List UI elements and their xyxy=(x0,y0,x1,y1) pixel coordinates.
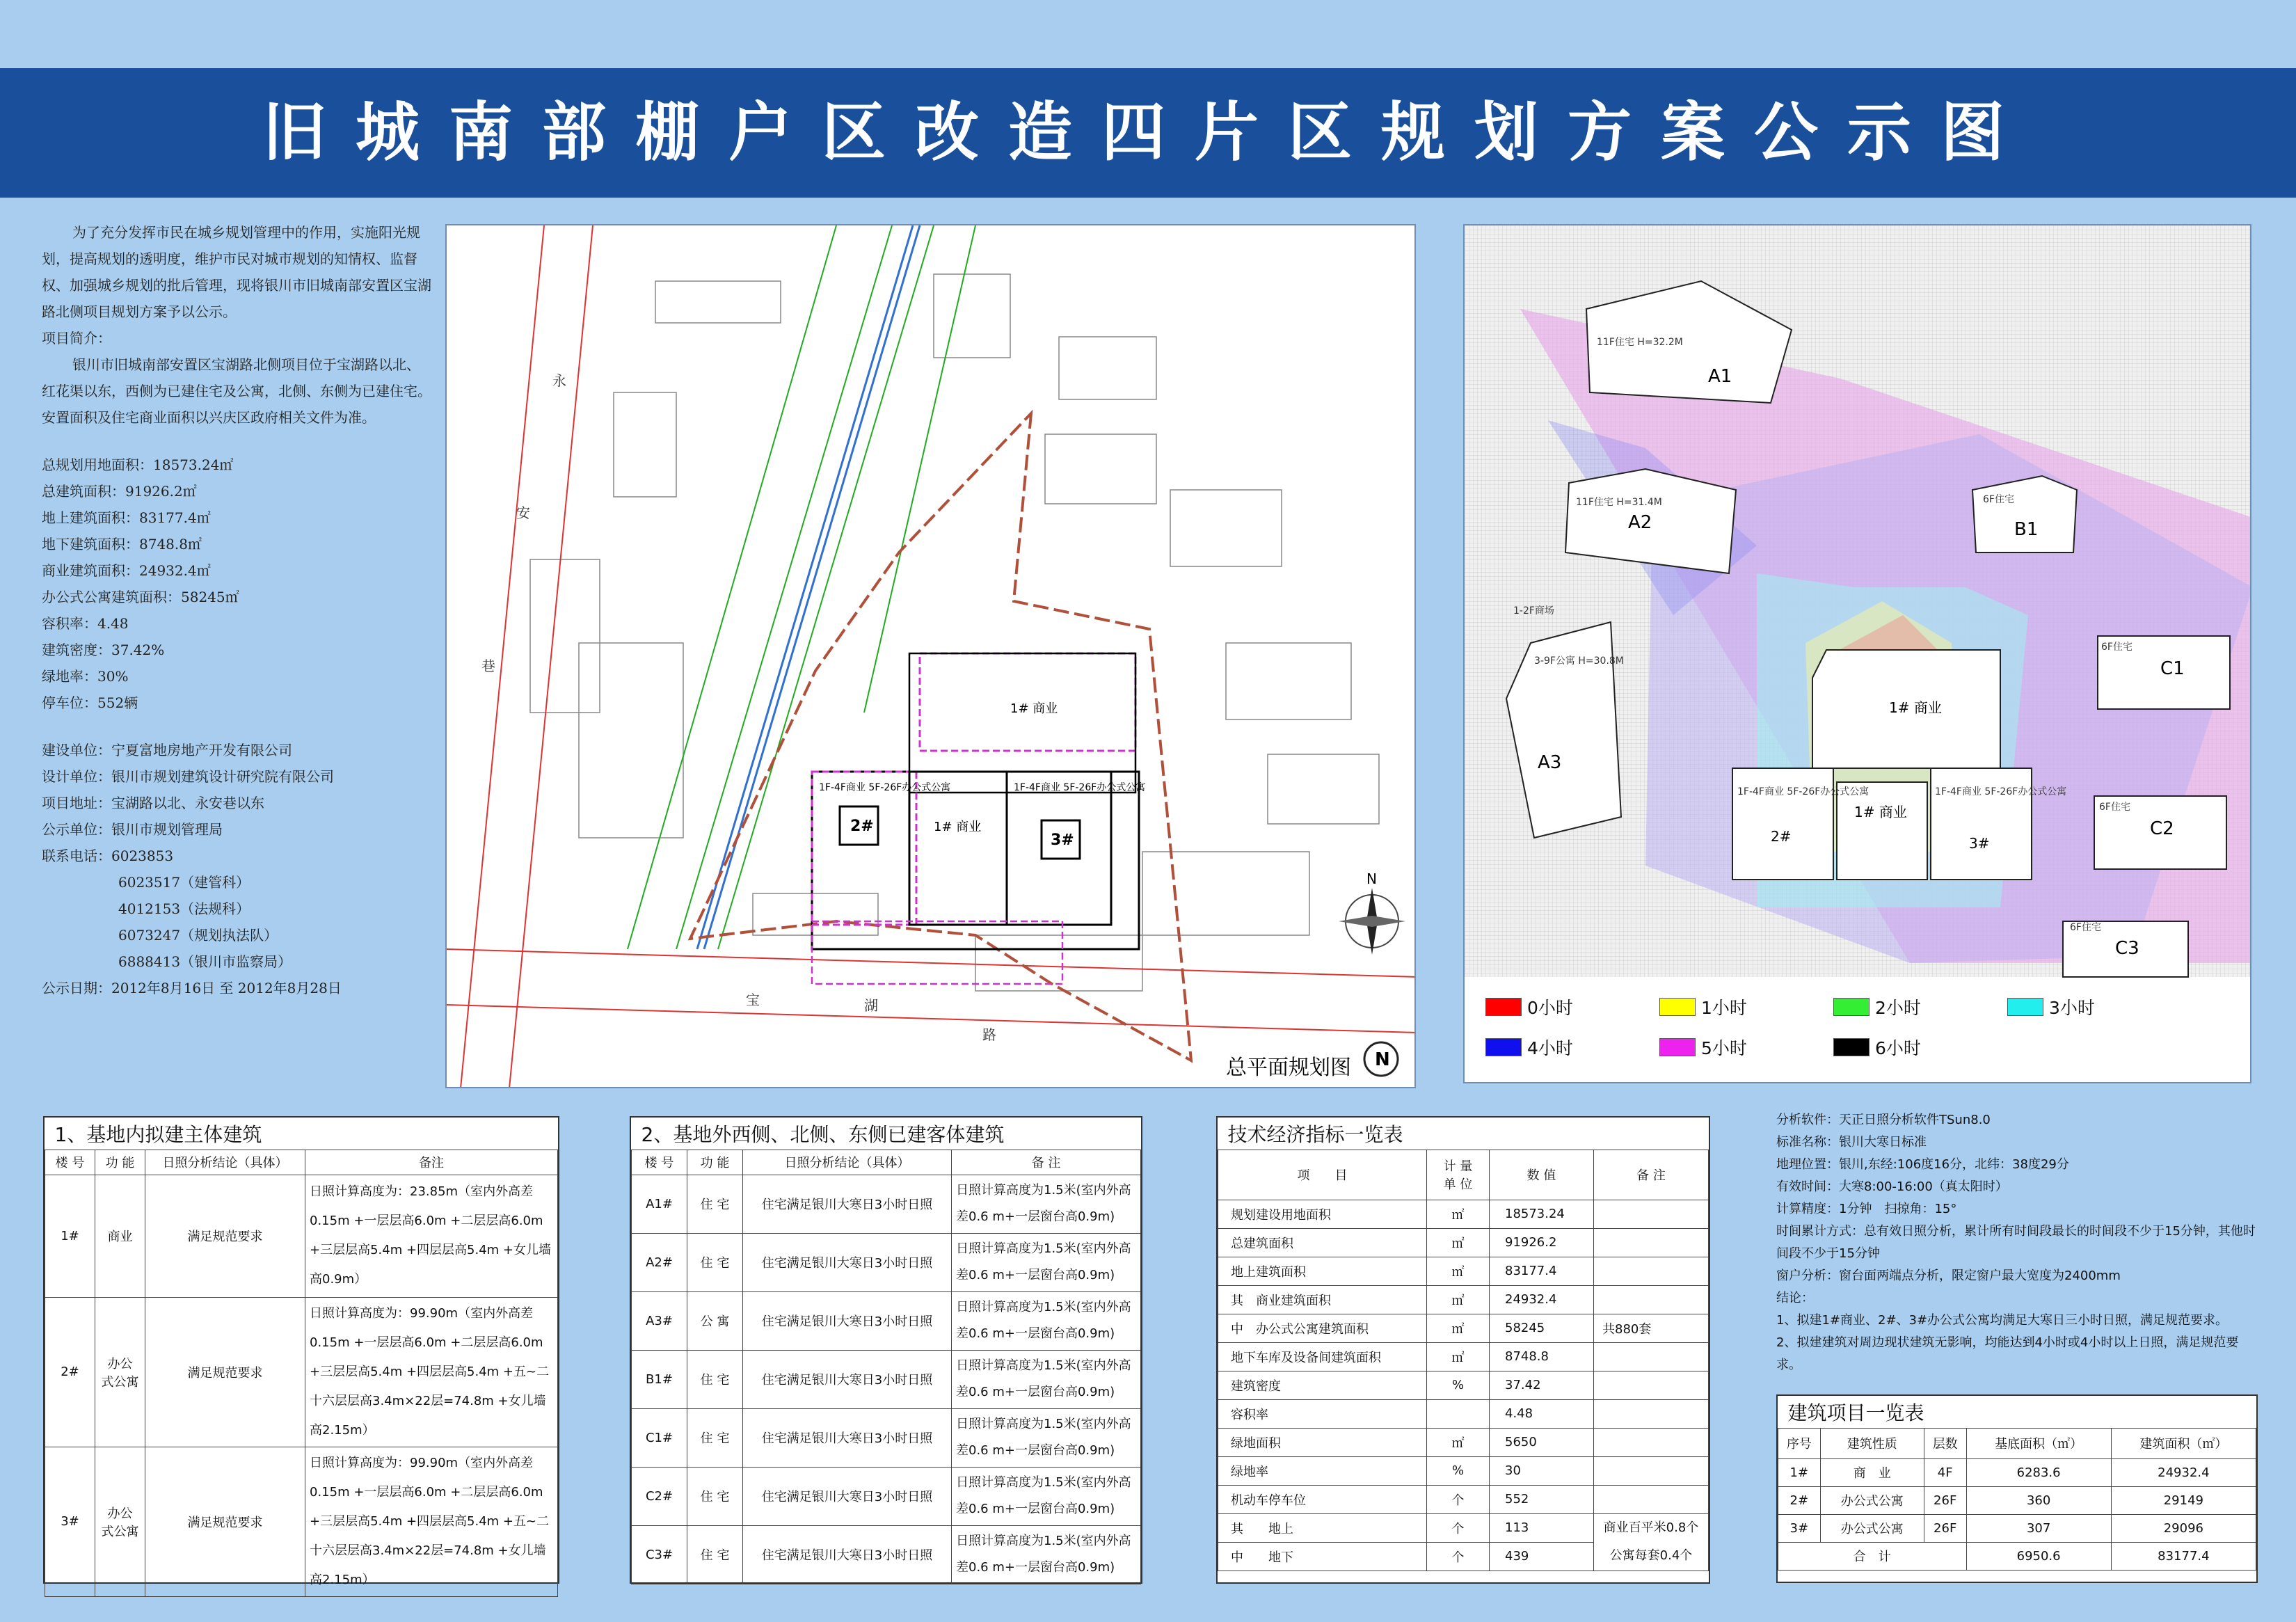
analysis-line: 地理位置：银川,东经:106度16分，北纬：38度29分 xyxy=(1776,1157,2069,1172)
table-row: A2# 住 宅 住宅满足银川大寒日3小时日照 日照计算高度为1.5米(室内外高差0.6 m+一层窗台高0.9m) xyxy=(632,1233,1141,1291)
unit-line: 公示单位：银川市规划管理局 xyxy=(42,821,223,838)
legend-swatch xyxy=(1833,998,1870,1016)
page-title: 旧城南部棚户区改造四片区规划方案公示图 xyxy=(262,95,2034,170)
unit-line: 建设单位：宁夏富地房地产开发有限公司 xyxy=(42,742,292,758)
legend-label: 1小时 xyxy=(1701,998,1747,1018)
intro-paragraph-2: 银川市旧城南部安置区宝湖路北侧项目位于宝湖路以北、红花渠以东，西侧为已建住宅及公寓，北侧、东侧为已建住宅。安置面积及住宅商业面积以兴庆区政府相关文件为准。 xyxy=(42,356,431,426)
legend-item xyxy=(1485,1035,1659,1060)
phone-line: 6023517（建管科） xyxy=(118,874,250,891)
label-bld2: 2# xyxy=(850,818,874,835)
table-row: 中 地下 个 439 xyxy=(1218,1542,1709,1571)
sun-label-c1: C1 xyxy=(2160,658,2185,679)
table-row: 规划建设用地面积 ㎡ 18573.24 xyxy=(1218,1200,1709,1228)
stat-line: 绿地率：30% xyxy=(42,668,129,685)
table-row: 2# 办公 式公寓 满足规范要求 日照计算高度为：99.90m（室内外高差0.15m +一层层高6.0m +二层层高6.0m +三层层高5.4m +四层层高5.4m +五~二十六层层高3.4m×22层=74.8m +女儿墙高2.15m） xyxy=(45,1297,558,1447)
svg-text:6F住宅: 6F住宅 xyxy=(2101,642,2132,653)
parking-note: 商业百平米0.8个 公寓每套0.4个 xyxy=(1594,1513,1709,1571)
table2-title: 2、基地外西侧、北侧、东侧已建客体建筑 xyxy=(641,1122,1005,1146)
table-row: 2# 办公式公寓 26F 360 29149 xyxy=(1778,1486,2256,1514)
svg-text:2#: 2# xyxy=(1771,828,1792,845)
table-row: A1# 住 宅 住宅满足银川大寒日3小时日照 日照计算高度为1.5米(室内外高差0.6 m+一层窗台高0.9m) xyxy=(632,1175,1141,1233)
svg-text:1# 商业: 1# 商业 xyxy=(1854,804,1907,820)
phone-line: 6888413（银川市监察局） xyxy=(118,953,292,970)
table-row: 地上建筑面积 ㎡ 83177.4 xyxy=(1218,1257,1709,1285)
table-row: C1# 住 宅 住宅满足银川大寒日3小时日照 日照计算高度为1.5米(室内外高差0.6 m+一层窗台高0.9m) xyxy=(632,1408,1141,1467)
intro-paragraph-1: 为了充分发挥市民在城乡规划管理中的作用，实施阳光规划，提高规划的透明度，维护市民对城市规划的知情权、监督权、加强城乡规划的批后管理，现将银川市旧城南部安置区宝湖路北侧项目规划方案予以公示。 xyxy=(42,224,431,320)
sun-label-b1: B1 xyxy=(2014,519,2039,540)
phone-main: 联系电话：6023853 xyxy=(42,848,174,864)
legend-label: 3小时 xyxy=(2049,998,2095,1018)
sun-label-a2: A2 xyxy=(1628,512,1652,533)
legend-item xyxy=(1659,994,1833,1019)
table-row: B1# 住 宅 住宅满足银川大寒日3小时日照 日照计算高度为1.5米(室内外高差0.6 m+一层窗台高0.9m) xyxy=(632,1350,1141,1408)
intro-text xyxy=(42,219,431,1001)
analysis-line: 2、拟建建筑对周边现状建筑无影响，均能达到4小时或4小时以上日照，满足规范要求。 xyxy=(1776,1335,2239,1372)
analysis-line: 有效时间：大寒8:00-16:00（真太阳时） xyxy=(1776,1179,2008,1194)
analysis-line: 分析软件：天正日照分析软件TSun8.0 xyxy=(1776,1113,1991,1127)
table-total-row: 合 计 6950.6 83177.4 xyxy=(1778,1542,2256,1570)
table-row: 绿地面积 ㎡ 5650 xyxy=(1218,1428,1709,1456)
site-plan-drawing xyxy=(447,225,1416,1088)
table-onsite-buildings: 1、基地内拟建主体建筑 楼 号 功 能 日照分析结论（具体） 备注 1# 商业 满足规范要求 日照计算高度为：23.85m（室内外高差0.15m +一层层高6.0m +二层层高6.0m +三层层高5.4m +四层层高5.4m +女儿墙高0.9m） 2# 办公 式公寓 满足规范要求 日照计算高度为：99.90m（室内外高差0.15m +一层层高6.0m +二层层高6.0m +三层层高5.4m +四层层高5.4m +五~二十六层层高3.4m×22层=74.8m +女儿墙高2.15m） 3# 办公 式公寓 满足规范要求 日照计算高度为：99.90m（室内外高差0.15m +一层层高6.0m +二层层高6.0m +三层层高5.4m +四层层高5.4m +五~二十六层层高3.4m×22层=74.8m +女儿墙高2.15m） xyxy=(43,1116,559,1584)
site-plan-caption: 总平面规划图 xyxy=(1226,1056,1351,1080)
legend-item xyxy=(1485,994,1659,1019)
svg-text:N: N xyxy=(1366,870,1377,887)
table-row: 机动车停车位 个 552 xyxy=(1218,1485,1709,1513)
label-bld3-func: 1F-4F商业 5F-26F办公式公寓 xyxy=(1014,782,1146,793)
svg-text:6F住宅: 6F住宅 xyxy=(1983,494,2014,505)
north-badge-icon xyxy=(1364,1042,1398,1076)
road-label-3: 宝 xyxy=(746,992,760,1008)
legend-item xyxy=(2007,994,2181,1019)
analysis-line: 时间累计方式：总有效日照分析，累计所有时间段最长的时间段不少于15分钟，其他时间段不少于15分钟 xyxy=(1776,1224,2256,1261)
site-plan-panel xyxy=(445,224,1416,1088)
stat-line: 总建筑面积：91926.2㎡ xyxy=(42,483,197,500)
stat-line: 地上建筑面积：83177.4㎡ xyxy=(42,509,211,526)
legend-label: 0小时 xyxy=(1527,998,1573,1018)
sun-label-a1: A1 xyxy=(1708,366,1732,387)
legend-swatch xyxy=(1659,1038,1696,1056)
phones-list xyxy=(42,869,431,975)
sun-label-c3: C3 xyxy=(2115,938,2139,959)
stats-list xyxy=(42,452,431,716)
road-label-0: 永 xyxy=(552,372,566,389)
svg-text:1F-4F商业 5F-26F办公式公寓: 1F-4F商业 5F-26F办公式公寓 xyxy=(1935,786,2067,797)
analysis-line: 1、拟建1#商业、2#、3#办公式公寓均满足大寒日三小时日照，满足规范要求。 xyxy=(1776,1313,2229,1328)
table-building-list: 建筑项目一览表 序号 建筑性质 层数 基底面积（㎡） 建筑面积（㎡） 1# 商 业 4F 6283.6 24932.4 2# 办公式公寓 26F 360 29149 3# 办公式公寓 26F 307 29096 合 计 6950.6 83177.4 xyxy=(1776,1394,2258,1583)
table-row: 3# 办公式公寓 26F 307 29096 xyxy=(1778,1514,2256,1542)
table-row: 建筑密度 % 37.42 xyxy=(1218,1371,1709,1399)
svg-text:6F住宅: 6F住宅 xyxy=(2099,802,2130,813)
road-label-5: 路 xyxy=(982,1026,996,1043)
road-label-4: 湖 xyxy=(864,997,878,1014)
svg-text:6F住宅: 6F住宅 xyxy=(2070,922,2101,933)
legend-item xyxy=(1833,994,2007,1019)
legend-swatch xyxy=(1833,1038,1870,1056)
intro-label: 项目简介： xyxy=(42,330,111,347)
label-bld3: 3# xyxy=(1051,832,1074,849)
phone-line: 4012153（法规科） xyxy=(118,900,250,917)
table-row: 地下车库及设备间建筑面积 ㎡ 8748.8 xyxy=(1218,1342,1709,1371)
table-row: C2# 住 宅 住宅满足银川大寒日3小时日照 日照计算高度为1.5米(室内外高差0.6 m+一层窗台高0.9m) xyxy=(632,1467,1141,1525)
sun-label-c2: C2 xyxy=(2150,818,2174,839)
table-row: 中 办公式公寓建筑面积 ㎡ 58245 共880套 xyxy=(1218,1314,1709,1342)
svg-text:3-9F公寓 H=30.8M: 3-9F公寓 H=30.8M xyxy=(1534,655,1624,667)
table3-title: 技术经济指标一览表 xyxy=(1227,1122,1403,1146)
sunlight-map xyxy=(1465,225,2251,1083)
svg-text:3#: 3# xyxy=(1969,835,1990,852)
table4-title: 建筑项目一览表 xyxy=(1787,1401,1924,1424)
stat-line: 建筑密度：37.42% xyxy=(42,642,165,658)
stat-line: 办公式公寓建筑面积：58245㎡ xyxy=(42,589,239,605)
phone-line: 6073247（规划执法队） xyxy=(118,927,278,944)
analysis-line: 标准名称：银川大寒日标准 xyxy=(1776,1135,1927,1150)
table-tech-indicators: 技术经济指标一览表 项 目 计 量 单 位 数 值 备 注 规划建设用地面积 ㎡ 18573.24 总建筑面积 ㎡ 91926.2 地上建筑面积 ㎡ 83177.4 其 商业建筑面积 ㎡ 24932.4 中 办公式公寓建筑面积 ㎡ 58245 共880套 地下车库及设备间建筑面积 ㎡ 8748.8 建筑密度 % 37.42 容积率 4.48 绿地面积 ㎡ 5650 绿地率 % 30 机动车停车位 个 552 其 地上 个 113 商业百平米0.8个 公寓每套0.4个 中 地下 个 439 xyxy=(1216,1116,1710,1584)
table-row: 绿地率 % 30 xyxy=(1218,1456,1709,1485)
table-row: 其 地上 个 113 商业百平米0.8个 公寓每套0.4个 xyxy=(1218,1513,1709,1542)
stat-line: 容积率：4.48 xyxy=(42,615,129,632)
sun-label-a3: A3 xyxy=(1538,752,1562,773)
units-list xyxy=(42,737,431,843)
stat-line: 停车位：552辆 xyxy=(42,694,138,711)
table-row: 总建筑面积 ㎡ 91926.2 xyxy=(1218,1228,1709,1257)
table-row: 1# 商 业 4F 6283.6 24932.4 xyxy=(1778,1458,2256,1486)
legend-label: 2小时 xyxy=(1875,998,1921,1018)
legend-swatch xyxy=(2007,998,2043,1016)
legend-item xyxy=(1833,1035,2007,1060)
svg-text:11F住宅 H=32.2M: 11F住宅 H=32.2M xyxy=(1597,337,1683,348)
title-banner xyxy=(0,68,2296,198)
table-row: 容积率 4.48 xyxy=(1218,1399,1709,1428)
unit-line: 项目地址：宝湖路以北、永安巷以东 xyxy=(42,795,264,811)
legend-label: 4小时 xyxy=(1527,1038,1573,1058)
table-row: 1# 商业 满足规范要求 日照计算高度为：23.85m（室内外高差0.15m +一层层高6.0m +二层层高6.0m +三层层高5.4m +四层层高5.4m +女儿墙高0.9m） xyxy=(45,1175,558,1297)
svg-text:1F-4F商业 5F-26F办公式公寓: 1F-4F商业 5F-26F办公式公寓 xyxy=(1737,786,1870,797)
svg-text:1# 商业: 1# 商业 xyxy=(1889,699,1942,716)
analysis-line: 窗户分析：窗台面两端点分析，限定窗户最大宽度为2400mm xyxy=(1776,1269,2121,1283)
legend-label: 6小时 xyxy=(1875,1038,1921,1058)
unit-line: 设计单位：银川市规划建筑设计研究院有限公司 xyxy=(42,768,334,785)
label-bld1-mid: 1# 商业 xyxy=(934,820,982,834)
publish-date: 公示日期：2012年8月16日 至 2012年8月28日 xyxy=(42,980,342,996)
sunlight-legend xyxy=(1485,994,2237,1075)
svg-text:1-2F商场: 1-2F商场 xyxy=(1513,605,1554,617)
legend-swatch xyxy=(1485,998,1522,1016)
legend-swatch xyxy=(1659,998,1696,1016)
legend-item xyxy=(1659,1035,1833,1060)
label-bld1-top: 1# 商业 xyxy=(1010,701,1058,716)
stat-line: 总规划用地面积：18573.24㎡ xyxy=(42,456,234,473)
table-row: C3# 住 宅 住宅满足银川大寒日3小时日照 日照计算高度为1.5米(室内外高差0.6 m+一层窗台高0.9m) xyxy=(632,1525,1141,1584)
analysis-line: 结论： xyxy=(1776,1291,1814,1305)
table-offsite-buildings: 2、基地外西侧、北侧、东侧已建客体建筑 楼 号 功 能 日照分析结论（具体） 备 注 A1# 住 宅 住宅满足银川大寒日3小时日照 日照计算高度为1.5米(室内外高差0.6 m+一层窗台高0.9m) A2# 住 宅 住宅满足银川大寒日3小时日照 日照计算高度为1.5米(室内外高差0.6 m+一层窗台高0.9m) A3# 公 寓 住宅满足银川大寒日3小时日照 日照计算高度为1.5米(室内外高差0.6 m+一层窗台高0.9m) B1# 住 宅 住宅满足银川大寒日3小时日照 日照计算高度为1.5米(室内外高差0.6 m+一层窗台高0.9m) C1# 住 宅 住宅满足银川大寒日3小时日照 日照计算高度为1.5米(室内外高差0.6 m+一层窗台高0.9m) C2# 住 宅 住宅满足银川大寒日3小时日照 日照计算高度为1.5米(室内外高差0.6 m+一层窗台高0.9m) C3# 住 宅 住宅满足银川大寒日3小时日照 日照计算高度为1.5米(室内外高差0.6 m+一层窗台高0.9m) xyxy=(630,1116,1142,1584)
table-row: 3# 办公 式公寓 满足规范要求 日照计算高度为：99.90m（室内外高差0.15m +一层层高6.0m +二层层高6.0m +三层层高5.4m +四层层高5.4m +五~二十六层层高3.4m×22层=74.8m +女儿墙高2.15m） xyxy=(45,1447,558,1596)
table-row: 其 商业建筑面积 ㎡ 24932.4 xyxy=(1218,1285,1709,1314)
sunlight-panel xyxy=(1463,224,2251,1083)
stat-line: 商业建筑面积：24932.4㎡ xyxy=(42,562,211,579)
label-bld2-func: 1F-4F商业 5F-26F办公式公寓 xyxy=(819,782,951,793)
legend-swatch xyxy=(1485,1038,1522,1056)
analysis-notes xyxy=(1776,1109,2256,1376)
svg-text:N: N xyxy=(1375,1049,1390,1070)
road-label-2: 巷 xyxy=(481,658,495,674)
table1-title: 1、基地内拟建主体建筑 xyxy=(54,1122,262,1146)
legend-label: 5小时 xyxy=(1701,1038,1747,1058)
analysis-line: 计算精度：1分钟 扫掠角：15° xyxy=(1776,1202,1957,1216)
table-row: A3# 公 寓 住宅满足银川大寒日3小时日照 日照计算高度为1.5米(室内外高差0.6 m+一层窗台高0.9m) xyxy=(632,1291,1141,1350)
svg-text:11F住宅 H=31.4M: 11F住宅 H=31.4M xyxy=(1576,497,1662,508)
road-label-1: 安 xyxy=(516,504,530,521)
north-arrow-icon xyxy=(1339,870,1405,955)
stat-line: 地下建筑面积：8748.8㎡ xyxy=(42,536,202,552)
